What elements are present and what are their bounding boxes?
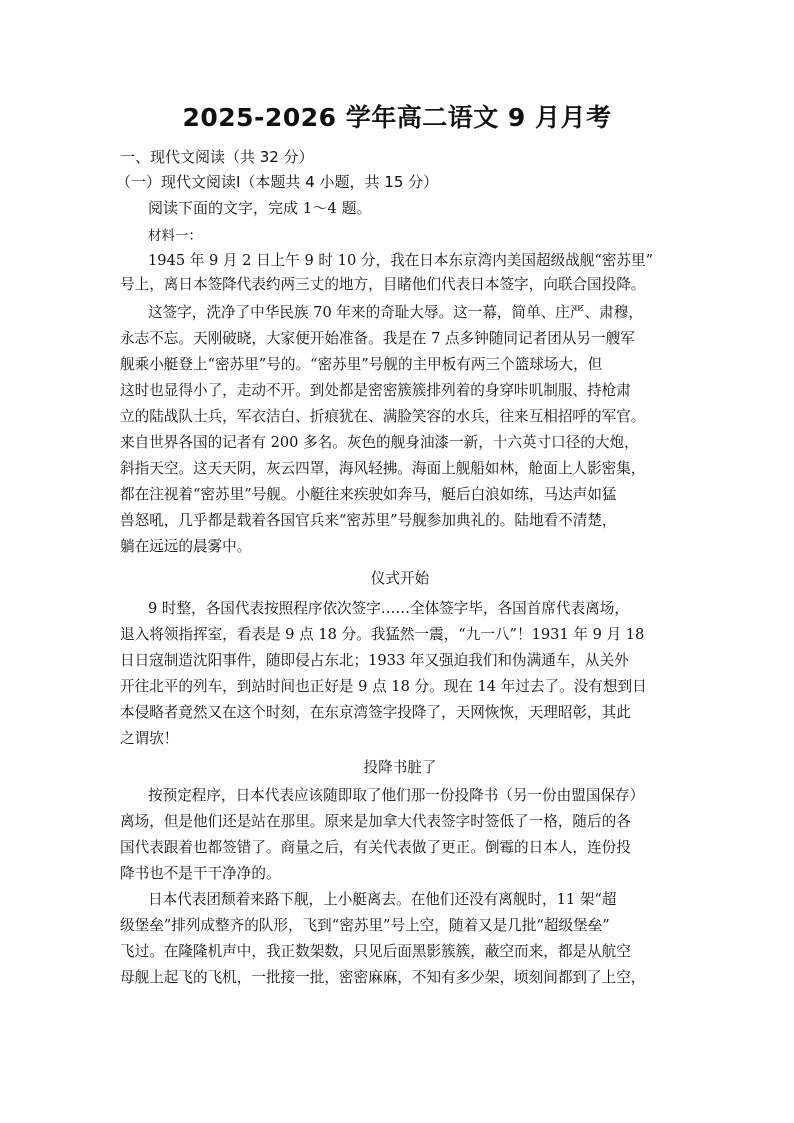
paragraph-line: 飞过。在隆隆机声中，我正数架数，只见后面黑影簇簇，蔽空而来，都是从航空 [120,943,631,960]
instruction-text: 阅读下面的文字，完成 1～4 题。 [148,199,372,217]
paragraph-line: 斜指天空。这天天阴，灰云四罩，海风轻拂。海面上舰船如林，舱面上人影密集， [120,460,646,477]
paragraph-line: 日本代表团颓着来路下舰，上小艇离去。在他们还没有离舰时，11 架“超 [148,891,617,908]
section-heading: 一、现代文阅读（共 32 分） [120,148,314,166]
subsection-heading: （一）现代文阅读Ⅰ（本题共 4 小题，共 15 分） [116,173,439,191]
paragraph-line: 号上，离日本签降代表约两三丈的地方，目睹他们代表日本签字，向联合国投降。 [120,276,646,293]
subheading-ceremony: 仪式开始 [370,570,430,587]
paragraph-line: 按预定程序，日本代表应该随即取了他们那一份投降书（另一份由盟国保存） [148,787,645,804]
paragraph-line: 舰乘小艇登上“密苏里”号的。“密苏里”号舰的主甲板有两三个篮球场大，但 [120,356,603,373]
paragraph-line: 离场，但是他们还是站在那里。原来是加拿大代表签字时签低了一格，随后的各 [120,813,631,830]
paragraph-line: 降书也不是干干净净的。 [120,865,281,882]
paragraph-line: 之谓欤！ [120,730,179,747]
paragraph-line: 9 时整，各国代表按照程序依次签字……全体签字毕，各国首席代表离场， [148,600,629,617]
paragraph-line: 来自世界各国的记者有 200 多名。灰色的舰身油漆一新，十六英寸口径的大炮， [120,434,639,451]
paragraph-line: 级堡垒”排列成整齐的队形，飞到“密苏里”号上空，随着又是几批“超级堡垒” [120,917,610,934]
material-label: 材料一： [148,228,202,244]
paragraph-line: 这签字，洗净了中华民族 70 年来的奇耻大辱。这一幕，简单、庄严、肃穆， [148,304,643,321]
paragraph-line: 国代表跟着也都签错了。商量之后，有关代表做了更正。倒霉的日本人，连份投 [120,839,631,856]
paragraph-line: 永志不忘。天刚破晓，大家便开始准备。我是在 7 点多钟随同记者团从另一艘军 [120,330,635,347]
paragraph-line: 立的陆战队士兵，军衣洁白、折痕犹在、满脸笑容的水兵，往来互相招呼的军官。 [120,408,646,425]
paragraph-line: 这时也显得小了，走动不开。到处都是密密簇簇排列着的身穿咔叽制服、持枪肃 [120,382,631,399]
paragraph-line: 本侵略者竟然又在这个时刻，在东京湾签字投降了，天网恢恢，天理昭彰，其此 [120,704,631,721]
paragraph-line: 躺在远远的晨雾中。 [120,538,252,555]
paragraph-line: 日日寇制造沈阳事件，随即侵占东北；1933 年又强迫我们和伪满通车，从关外 [120,652,629,669]
paragraph-line: 母舰上起飞的飞机，一批接一批，密密麻麻，不知有多少架，顷刻间都到了上空， [120,969,646,986]
paragraph-line: 兽怒吼，几乎都是载着各国官兵来“密苏里”号舰参加典礼的。陆地看不清楚， [120,512,617,529]
paragraph-line: 退入将领指挥室，看表是 9 点 18 分。我猛然一震，“九一八”！1931 年 9 月 18 [120,626,645,643]
subheading-surrender: 投降书脏了 [363,759,437,776]
paragraph-line: 都在注视着“密苏里”号舰。小艇往来疾驶如奔马，艇后白浪如练，马达声如猛 [120,486,617,503]
paragraph-line: 1945 年 9 月 2 日上午 9 时 10 分，我在日本东京湾内美国超级战舰“密苏里” [148,252,654,269]
page-title: 2025-2026 学年高二语文 9 月月考 [182,103,612,132]
paragraph-line: 开往北平的列车，到站时间也正好是 9 点 18 分。现在 14 年过去了。没有想到日 [120,678,647,695]
